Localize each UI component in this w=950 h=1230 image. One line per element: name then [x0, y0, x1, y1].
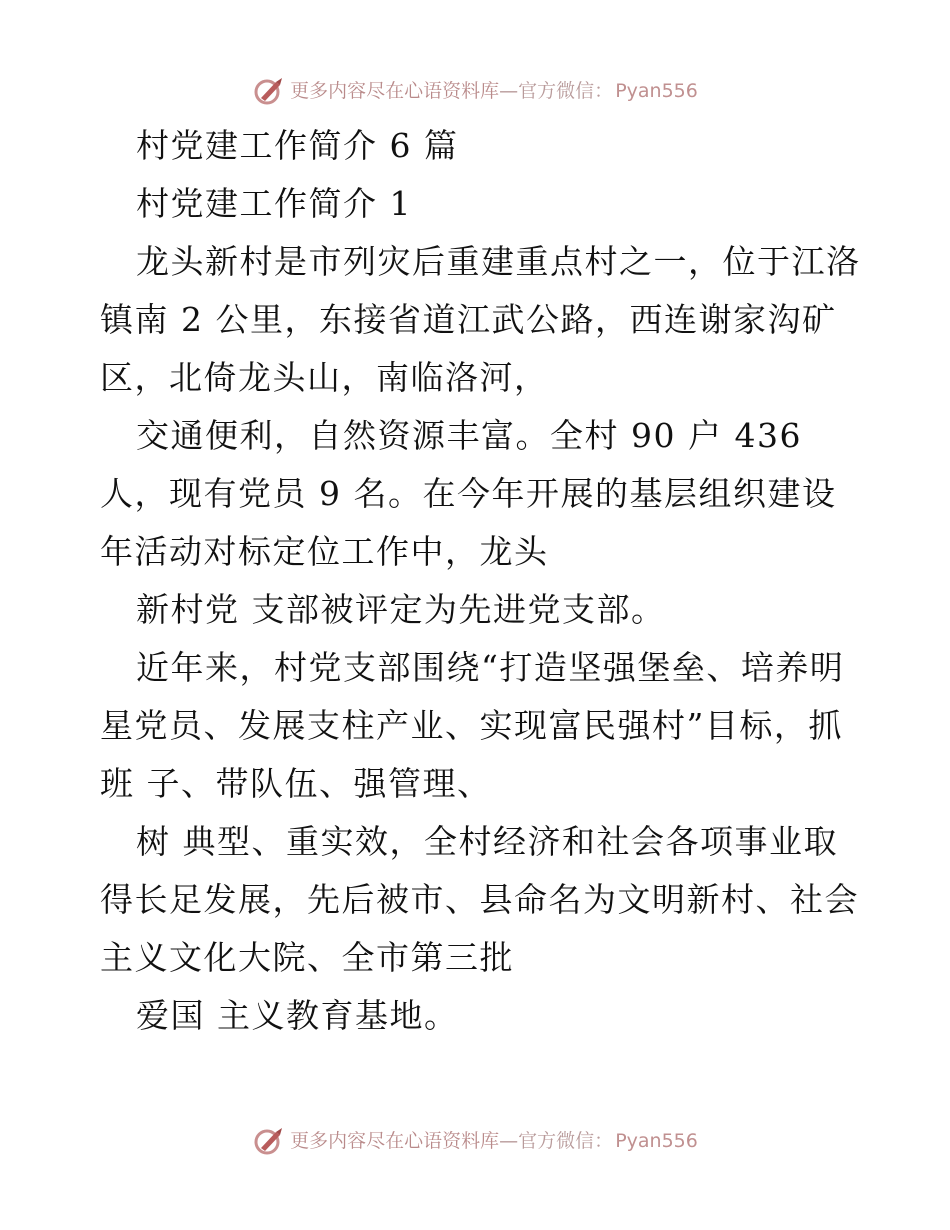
doc-line: 主义文化大院、全市第三批 [100, 938, 514, 977]
banner-contact-text: —官方微信： [499, 80, 614, 102]
doc-line: 爱国 主义教育基地。 [136, 996, 459, 1035]
doc-line: 树 典型、重实效，全村经济和社会各项事业取 [136, 822, 838, 861]
logo-icon [252, 76, 286, 106]
doc-line: 星党员、发展支柱产业、实现富民强村”目标，抓 [100, 706, 843, 745]
banner-contact-text: —官方微信： [499, 1130, 614, 1152]
doc-line: 镇南 2 公里，东接省道江武公路，西连谢家沟矿 [100, 300, 837, 339]
doc-title: 村党建工作简介 6 篇 [136, 126, 459, 165]
doc-subtitle: 村党建工作简介 1 [136, 184, 412, 223]
document-body [100, 117, 860, 1045]
footer-banner [0, 1126, 950, 1156]
doc-line: 新村党 支部被评定为先进党支部。 [136, 590, 666, 629]
doc-line: 得长足发展，先后被市、县命名为文明新村、社会 [100, 880, 859, 919]
doc-line: 龙头新村是市列灾后重建重点村之一，位于江洛 [136, 242, 861, 281]
header-banner [0, 76, 950, 106]
banner-main-text: 更多内容尽在心语资料库 [290, 1130, 500, 1152]
doc-line: 近年来，村党支部围绕“打造坚强堡垒、培养明 [136, 648, 845, 687]
doc-line: 班 子、带队伍、强管理、 [100, 764, 492, 803]
doc-line: 区，北倚龙头山，南临洛河， [100, 358, 549, 397]
banner-main-text: 更多内容尽在心语资料库 [290, 80, 500, 102]
banner-wechat-id: Pyan556 [615, 80, 698, 102]
doc-line: 人，现有党员 9 名。在今年开展的基层组织建设 [100, 474, 837, 513]
banner-wechat-id: Pyan556 [615, 1130, 698, 1152]
logo-icon [252, 1126, 286, 1156]
doc-line: 交通便利，自然资源丰富。全村 90 户 436 [136, 416, 802, 455]
doc-line: 年活动对标定位工作中，龙头 [100, 532, 549, 571]
